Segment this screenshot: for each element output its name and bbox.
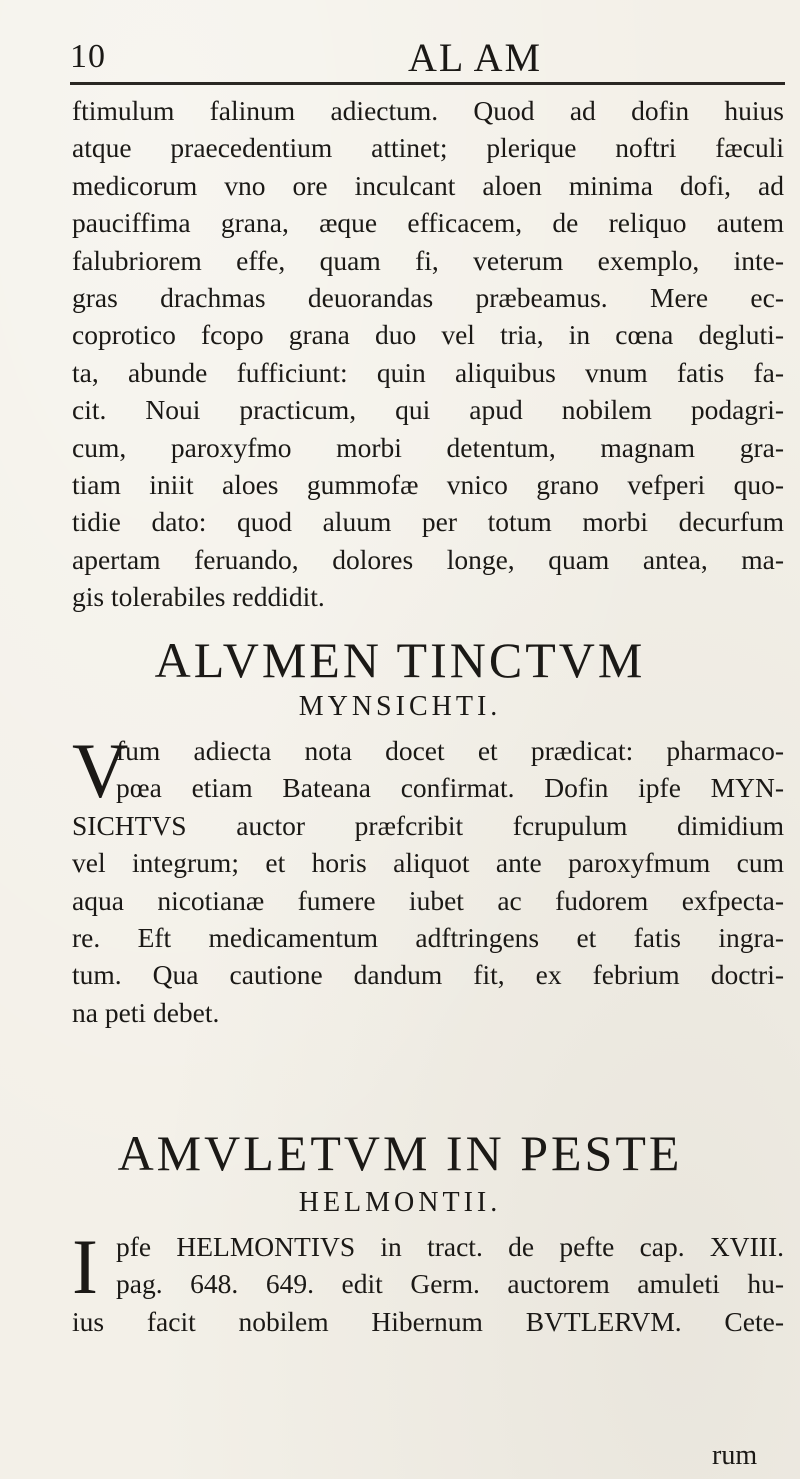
text-line: re. Eft medicamentum adftringens et fatis ingra- <box>72 921 784 953</box>
text-line: tiam iniit aloes gummofæ vnico grano vefperi quo- <box>72 468 784 500</box>
text-line: coprotico fcopo grana duo vel tria, in cœna degluti- <box>72 319 784 351</box>
text-line: SICHTVS auctor præfcribit fcrupulum dimidium <box>72 809 784 841</box>
text-line: medicorum vno ore inculcant aloen minima dofi, ad <box>72 169 784 201</box>
paragraph-amvletvm <box>72 1223 784 1340</box>
text-line: gras drachmas deuorandas præbeamus. Mere ec- <box>72 281 784 313</box>
text-line: ftimulum falinum adiectum. Quod ad dofin huius <box>72 95 784 126</box>
paragraph-aloe-dosage <box>72 92 784 615</box>
catchword: rum <box>712 1440 758 1471</box>
text-line: apertam feruando, dolores longe, quam antea, ma- <box>72 543 784 575</box>
text-line: cum, paroxyfmo morbi detentum, magnam gra- <box>72 431 784 463</box>
text-line: fum adiecta nota docet et prædicat: pharmaco- <box>116 735 784 766</box>
text-line: aqua nicotianæ fumere iubet ac fudorem exfpecta- <box>72 884 784 916</box>
section-title-alvmen-tinctvm: ALVMEN TINCTVM <box>154 632 646 688</box>
drop-cap: V <box>72 727 129 814</box>
page-header <box>70 30 785 85</box>
drop-cap: I <box>72 1223 98 1310</box>
paragraph-alvmen <box>72 727 784 1031</box>
text-line: pfe HELMONTIVS in tract. de pefte cap. XVIII. <box>116 1231 784 1262</box>
running-head: AL AM <box>408 35 543 80</box>
text-line: ta, abunde fufficiunt: quin aliquibus vnum fatis fa- <box>72 356 784 388</box>
section-title-amvletvm-in-peste: AMVLETVM IN PESTE <box>117 1125 683 1181</box>
text-line: cit. Noui practicum, qui apud nobilem podagri- <box>72 394 784 426</box>
text-line: tidie dato: quod aluum per totum morbi decurfum <box>72 506 784 538</box>
text-line: falubriorem effe, quam fi, veterum exemplo, inte- <box>72 244 784 276</box>
text-line: pag. 648. 649. edit Germ. auctorem amuleti hu- <box>116 1268 784 1300</box>
text-line: ius facit nobilem Hibernum BVTLERVM. Cete- <box>72 1305 784 1337</box>
text-line: na peti debet. <box>72 996 220 1028</box>
header-rule <box>70 82 785 85</box>
text-line: pœa etiam Bateana confirmat. Dofin ipfe MYN- <box>116 772 784 804</box>
page-number: 10 <box>70 38 106 75</box>
text-line: gis tolerabiles reddidit. <box>72 581 325 613</box>
text-line: pauciffima grana, æque efficacem, de reliquo autem <box>72 207 784 239</box>
text-line: vel integrum; et horis aliquot ante paroxyfmum cum <box>72 847 784 879</box>
text-line: atque praecedentium attinet; plerique noftri fæculi <box>72 132 784 164</box>
section-subtitle-helmontii: HELMONTII. <box>298 1187 502 1218</box>
section-subtitle-mynsichti: MYNSICHTI. <box>298 691 502 722</box>
text-line: tum. Qua cautione dandum fit, ex febrium doctri- <box>72 959 784 991</box>
